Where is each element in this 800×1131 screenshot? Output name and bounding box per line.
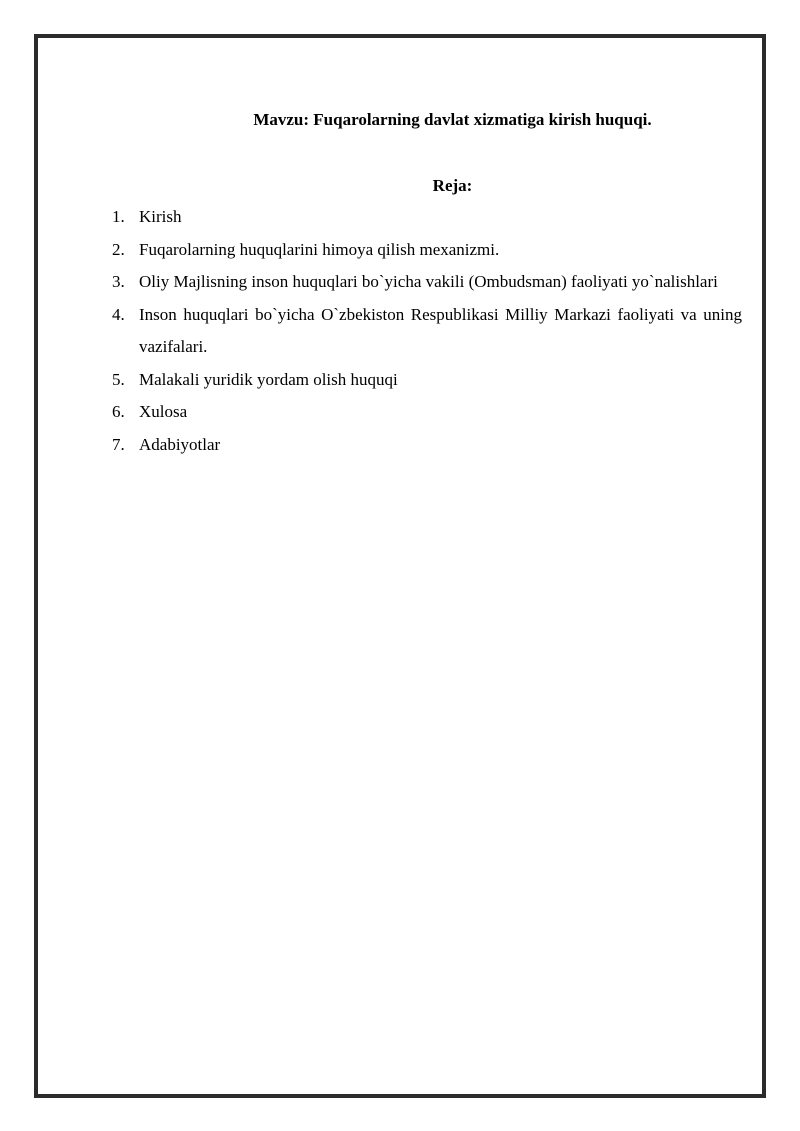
plan-item-text: Kirish [139,207,182,226]
plan-item-text: Fuqarolarning huquqlarini himoya qilish mexanizmi. [139,239,500,259]
plan-item-text: Adabiyotlar [139,434,221,454]
plan-item-text: Malakali yuridik yordam olish huquqi [139,369,398,389]
plan-heading: Reja: [432,176,473,195]
plan-list [112,201,742,461]
plan-item [112,299,742,364]
plan-item-number: 4. [112,304,125,324]
plan-item [112,396,742,429]
document-title: Mavzu: Fuqarolarning davlat xizmatiga kirish huquqi. [253,110,652,129]
plan-item-number: 2. [112,239,125,259]
plan-item-number: 5. [112,369,125,389]
plan-item [112,234,742,267]
plan-item [112,364,742,397]
plan-item-number: 7. [112,434,125,454]
plan-item-text: Inson huquqlari bo`yicha O`zbekiston Respublikasi Milliy Markazi faoliyati va uning vazifalari. [139,304,742,356]
plan-item [112,266,742,299]
plan-item-text: Xulosa [139,402,188,421]
plan-item [112,201,742,234]
plan-item-text: Oliy Majlisning inson huquqlari bo`yicha vakili (Ombudsman) faoliyati yo`nalishlari [139,272,718,291]
plan-item-number: 3. [112,272,125,291]
plan-item-number: 1. [112,207,125,226]
plan-item [112,429,742,462]
plan-item-number: 6. [112,402,125,421]
